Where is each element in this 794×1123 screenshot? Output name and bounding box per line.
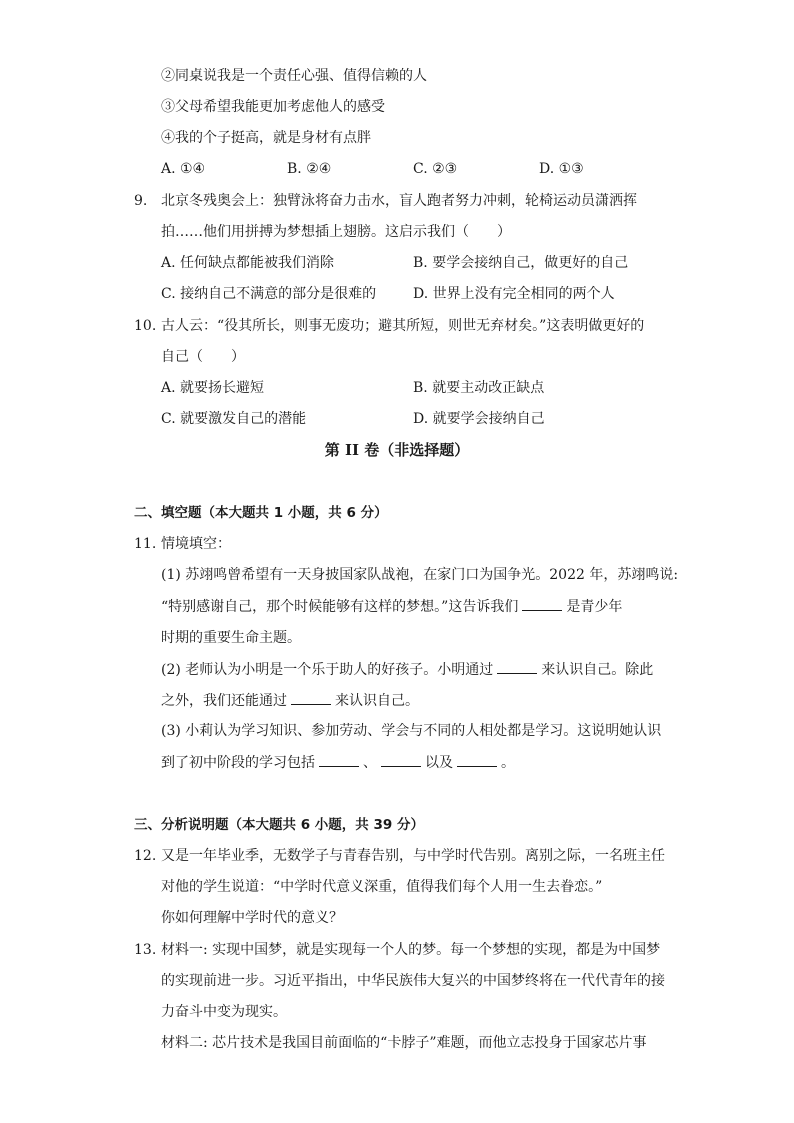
q11-part3-line-2	[161, 752, 515, 773]
q13-line-2: 的实现前进一步。习近平指出，中华民族伟大复兴的中国梦终将在一代代青年的接	[161, 973, 665, 989]
q8-statement-4: ④我的个子挺高，就是身材有点胖	[161, 130, 371, 146]
q8-statement-3: ③父母希望我能更加考虑他人的感受	[161, 99, 385, 115]
q10-option-b: B. 就要主动改正缺点	[413, 380, 545, 396]
q11-part2-line-1-text-b: 来认识自己。除此	[541, 662, 654, 678]
q8-option-b: B. ②④	[287, 161, 332, 177]
answer-blank-2[interactable]	[497, 659, 537, 674]
q13-line-3: 力奋斗中变为现实。	[161, 1004, 287, 1020]
q9-option-d: D. 世界上没有完全相同的两个人	[413, 286, 615, 302]
q10-number: 10.	[134, 318, 157, 334]
q13-line-1: 材料一: 实现中国梦，就是实现每一个人的梦。每一个梦想的实现，都是为中国梦	[161, 942, 661, 958]
q9-stem-line-1: 北京冬残奥会上：独臂泳将奋力击水，盲人跑者努力冲刺，轮椅运动员潇洒挥	[161, 193, 637, 209]
q12-line-1: 又是一年毕业季，无数学子与青春告别，与中学时代告别。离别之际，一名班主任	[161, 848, 665, 864]
q10-option-a: A. 就要扬长避短	[161, 380, 265, 396]
q11-part2-line-2-text-b: 来认识自己。	[335, 693, 419, 709]
q9-number: 9.	[134, 193, 148, 209]
answer-blank-6[interactable]	[457, 752, 497, 767]
q11-part3-line-2-text-c: 以及	[425, 755, 453, 771]
q9-option-c: C. 接纳自己不满意的部分是很难的	[161, 286, 377, 302]
q11-part2-line-1-text-a: (2) 老师认为小明是一个乐于助人的好孩子。小明通过	[161, 662, 494, 678]
q11-intro: 情境填空：	[161, 536, 231, 552]
q11-part3-line-1: (3) 小莉认为学习知识、参加劳动、学会与不同的人相处都是学习。这说明她认识	[161, 723, 662, 739]
q11-part3-line-2-text-d: 。	[501, 755, 515, 771]
q10-stem-line-1: 古人云：“役其所长，则事无废功；避其所短，则世无弃材矣。”这表明做更好的	[161, 318, 645, 334]
q8-statement-2: ②同桌说我是一个责任心强、值得信赖的人	[161, 68, 427, 84]
answer-blank-5[interactable]	[381, 752, 421, 767]
q12-line-2: 对他的学生说道：“中学时代意义深重，值得我们每个人用一生去眷恋。”	[161, 879, 603, 895]
section-3-heading: 三、分析说明题（本大题共 6 小题，共 39 分）	[134, 817, 424, 833]
q11-part2-line-1	[161, 659, 653, 680]
q13-number: 13.	[134, 942, 157, 958]
q8-option-a: A. ①④	[161, 161, 206, 177]
q11-part3-line-2-text-b: 、	[363, 755, 377, 771]
q11-part1-line-1: (1) 苏翊鸣曾希望有一天身披国家队战袍，在家门口为国争光。2022 年，苏翊鸣说:	[161, 567, 679, 583]
answer-blank-1[interactable]	[522, 596, 562, 611]
q9-option-b: B. 要学会接纳自己，做更好的自己	[413, 255, 629, 271]
q11-part2-line-2	[161, 690, 419, 711]
q9-option-a: A. 任何缺点都能被我们消除	[161, 255, 335, 271]
answer-blank-3[interactable]	[291, 690, 331, 705]
section-2-heading: 二、填空题（本大题共 1 小题，共 6 分）	[134, 505, 388, 521]
q11-part3-line-2-text-a: 到了初中阶段的学习包括	[161, 755, 315, 771]
part-2-title: 第 II 卷（非选择题）	[324, 441, 470, 459]
q11-number: 11.	[134, 536, 157, 552]
q8-option-c: C. ②③	[413, 161, 458, 177]
q11-part2-line-2-text-a: 之外，我们还能通过	[161, 693, 287, 709]
q12-number: 12.	[134, 848, 157, 864]
answer-blank-4[interactable]	[319, 752, 359, 767]
q12-line-3: 你如何理解中学时代的意义？	[161, 910, 343, 926]
q13-line-4: 材料二: 芯片技术是我国目前面临的“卡脖子”难题，而他立志投身于国家芯片事	[161, 1035, 647, 1051]
q11-part1-line-2-text-a: “特别感谢自己，那个时候能够有这样的梦想。”这告诉我们	[161, 599, 519, 615]
q10-stem-line-2: 自己（ ）	[161, 349, 245, 365]
q11-part1-line-2	[161, 596, 622, 617]
q9-stem-line-2: 拍……他们用拼搏为梦想插上翅膀。这启示我们（ ）	[161, 224, 511, 240]
q8-option-d: D. ①③	[539, 161, 584, 177]
q10-option-d: D. 就要学会接纳自己	[413, 411, 545, 427]
q10-option-c: C. 就要激发自己的潜能	[161, 411, 307, 427]
q11-part1-line-2-text-b: 是青少年	[566, 599, 623, 615]
q11-part1-line-3: 时期的重要生命主题。	[161, 630, 301, 646]
